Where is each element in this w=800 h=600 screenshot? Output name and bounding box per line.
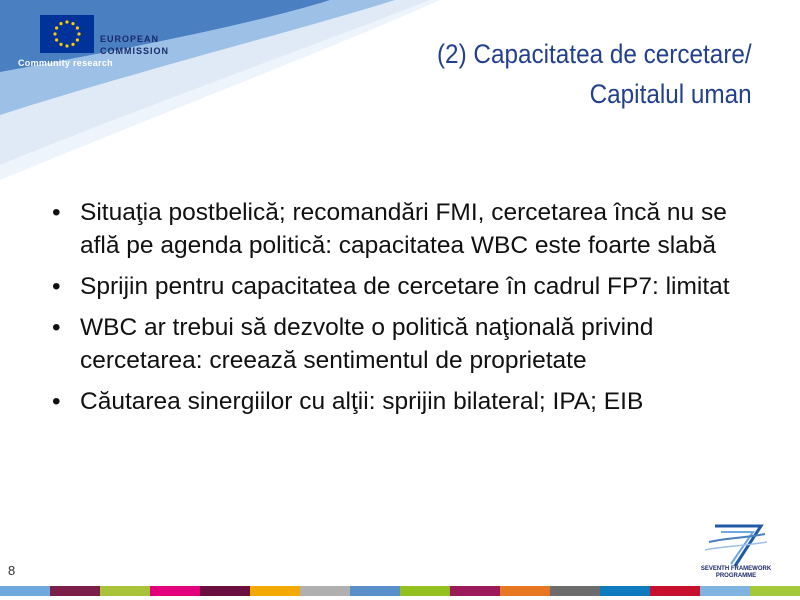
bullet-item [52, 196, 762, 262]
slide-title-line2: Capitalul uman [589, 79, 752, 109]
european-commission-logo [40, 15, 170, 59]
stripe-segment [250, 586, 300, 596]
bullet-text: Situaţia postbelică; recomandări FMI, cercetarea încă nu se află pe agenda politică: capacitatea WBC este foarte slabă [80, 199, 727, 259]
bullet-text: WBC ar trebui să dezvolte o politică naţională privind cercetarea: creează sentimentul de proprietate [80, 314, 654, 374]
fp7-logo-line1: SEVENTH FRAMEWORK [700, 566, 772, 572]
stripe-segment [600, 586, 650, 596]
bullet-text: Căutarea sinergiilor cu alţii: sprijin bilateral; IPA; EIB [80, 388, 644, 415]
bullet-dot-icon: • [52, 273, 61, 300]
stripe-segment [700, 586, 750, 596]
eu-logo-line1: EUROPEAN [100, 34, 160, 44]
eu-logo-line2: COMMISSION [100, 46, 170, 56]
bullet-text: Sprijin pentru capacitatea de cercetare în cadrul FP7: limitat [80, 273, 730, 300]
bullet-item [52, 385, 762, 418]
community-research-label: Community research [18, 58, 113, 68]
fp7-logo-text [697, 566, 775, 580]
stripe-segment [0, 586, 50, 596]
stripe-segment [150, 586, 200, 596]
stripe-segment [400, 586, 450, 596]
slide-title [437, 34, 752, 114]
bullet-item [52, 270, 762, 303]
slide-title-line1: (2) Capacitatea de cercetare/ [437, 39, 752, 69]
stripe-segment [300, 586, 350, 596]
fp7-logo-line2: PROGRAMME [715, 573, 757, 579]
stripe-segment [650, 586, 700, 596]
page-number: 8 [8, 563, 16, 578]
stripe-segment [200, 586, 250, 596]
bullet-dot-icon: • [52, 314, 61, 341]
stripe-segment [450, 586, 500, 596]
bullet-item [52, 311, 762, 377]
bullet-dot-icon: • [52, 199, 61, 226]
stripe-segment [100, 586, 150, 596]
bullet-dot-icon: • [52, 388, 61, 415]
bullet-list [52, 196, 762, 426]
stripe-segment [550, 586, 600, 596]
eu-flag-icon [40, 15, 94, 53]
color-stripe [0, 586, 800, 596]
eu-logo-text [100, 33, 169, 57]
stripe-segment [50, 586, 100, 596]
stripe-segment [500, 586, 550, 596]
stripe-segment [350, 586, 400, 596]
stripe-segment [750, 586, 800, 596]
